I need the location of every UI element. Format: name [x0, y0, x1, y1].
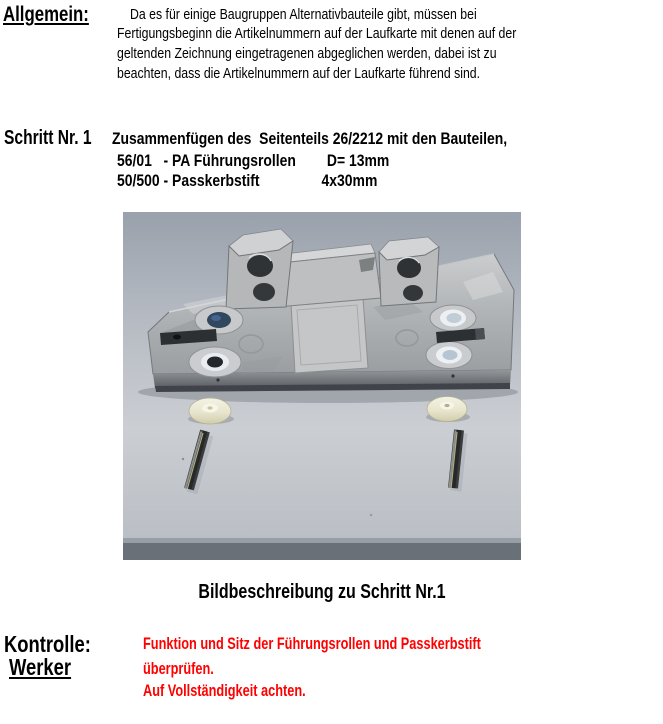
- kontrolle-line-2: überprüfen.: [143, 659, 214, 678]
- dust-speck: [370, 514, 373, 517]
- allgemein-line-2: Fertigungsbeginn die Artikelnummern auf der Laufkarte mit denen auf der: [117, 25, 517, 42]
- schritt-line-3: 50/500 - Passkerbstift 4x30mm: [117, 171, 378, 190]
- dust-speck: [182, 458, 184, 460]
- allgemein-line-3: geltenden Zeichnung eingetragenen abgeglichen werden, dabei ist zu: [117, 45, 497, 62]
- kontrolle-role-label: Werker: [9, 654, 72, 680]
- schritt-line-2: 56/01 - PA Führungsrollen D= 13mm: [117, 151, 390, 170]
- kontrolle-line-1: Funktion und Sitz der Führungsrollen und Passkerbstift: [143, 634, 481, 653]
- photo-graphic: [123, 212, 521, 560]
- kontrolle-label: Kontrolle:: [4, 631, 91, 657]
- allgemein-line-1: Da es für einige Baugruppen Alternativbauteile gibt, müssen bei: [130, 6, 477, 23]
- schritt-label: Schritt Nr. 1: [4, 127, 92, 149]
- allgemein-label: Allgemein:: [3, 3, 89, 26]
- step1-photo: [123, 212, 521, 560]
- table-edge: [123, 543, 521, 560]
- schritt-line-1: Zusammenfügen des Seitenteils 26/2212 mit den Bauteilen,: [112, 129, 508, 148]
- allgemein-line-4: beachten, dass die Artikelnummern auf der Laufkarte führend sind.: [117, 65, 481, 82]
- kontrolle-line-3: Auf Vollständigkeit achten.: [143, 681, 306, 700]
- photo-caption: Bildbeschreibung zu Schritt Nr.1: [198, 581, 446, 603]
